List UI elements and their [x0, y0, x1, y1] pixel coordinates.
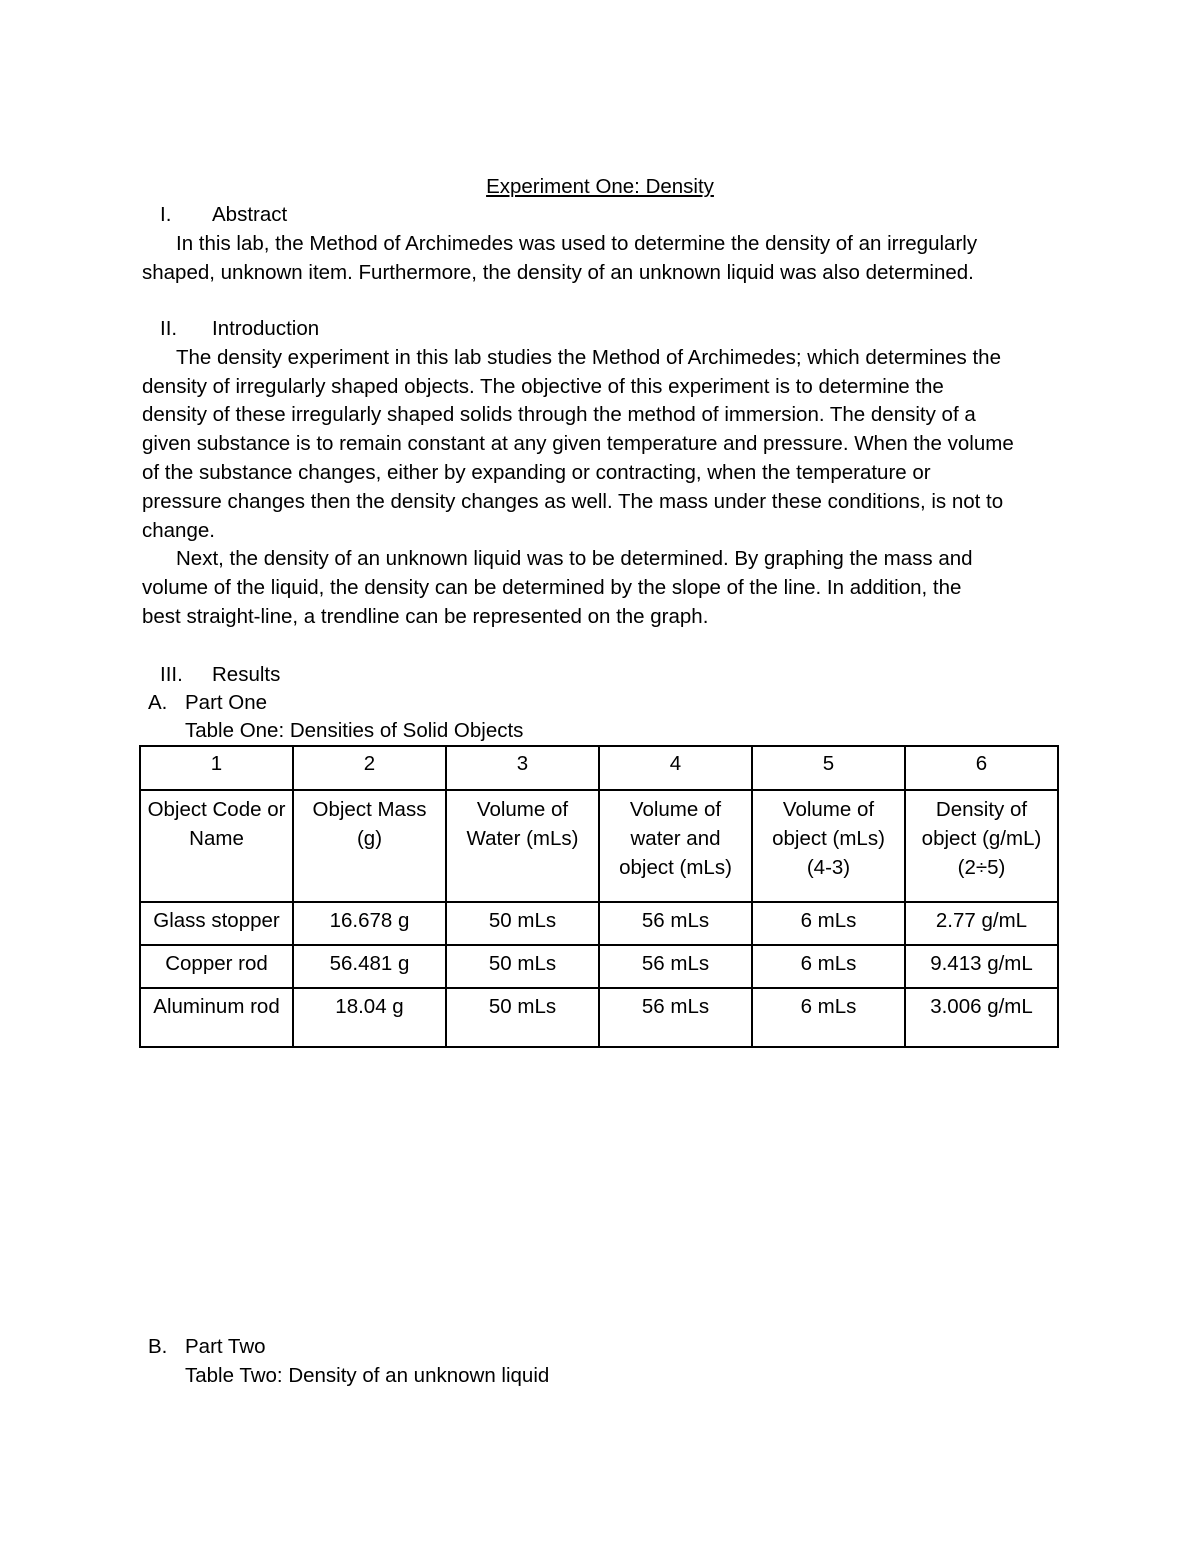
- column-number: 1: [140, 746, 293, 790]
- intro-line-9: volume of the liquid, the density can be determined by the slope of the line. In addition, the: [142, 576, 962, 599]
- table-cell: 50 mLs: [446, 945, 599, 988]
- column-number: 6: [905, 746, 1058, 790]
- intro-line-6: pressure changes then the density changes as well. The mass under these conditions, is not to: [142, 490, 1004, 513]
- section-heading-introduction: Introduction: [212, 317, 320, 340]
- table-one-caption: Table One: Densities of Solid Objects: [185, 719, 524, 742]
- part-two-label: Part Two: [185, 1335, 266, 1358]
- table-cell: 50 mLs: [446, 902, 599, 945]
- intro-line-1: The density experiment in this lab studies the Method of Archimedes; which determines the: [176, 346, 1001, 369]
- table-row: [140, 902, 1058, 945]
- intro-line-3: density of these irregularly shaped solids through the method of immersion. The density of a: [142, 403, 976, 426]
- section-numeral-introduction: II.: [160, 317, 178, 340]
- table-cell: 9.413 g/mL: [905, 945, 1058, 988]
- table-cell: 2.77 g/mL: [905, 902, 1058, 945]
- table-header-row: [140, 790, 1058, 902]
- intro-line-2: density of irregularly shaped objects. The objective of this experiment is to determine the: [142, 375, 944, 398]
- abstract-line-2: shaped, unknown item. Furthermore, the density of an unknown liquid was also determined.: [142, 261, 974, 284]
- column-number: 2: [293, 746, 446, 790]
- table-cell: 3.006 g/mL: [905, 988, 1058, 1047]
- table-row: [140, 945, 1058, 988]
- table-row: [140, 988, 1058, 1047]
- table-cell: 56 mLs: [599, 902, 752, 945]
- table-cell: 16.678 g: [293, 902, 446, 945]
- intro-line-10: best straight-line, a trendline can be represented on the graph.: [142, 605, 709, 628]
- table-cell: 56.481 g: [293, 945, 446, 988]
- column-number: 4: [599, 746, 752, 790]
- column-header: Volume of Water (mLs): [446, 790, 599, 902]
- section-numeral-abstract: I.: [160, 203, 172, 226]
- table-cell: Aluminum rod: [140, 988, 293, 1047]
- column-header: Volume of water and object (mLs): [599, 790, 752, 902]
- column-header: Volume of object (mLs) (4-3): [752, 790, 905, 902]
- table-cell: 56 mLs: [599, 988, 752, 1047]
- intro-line-7: change.: [142, 519, 215, 542]
- table-cell: 6 mLs: [752, 902, 905, 945]
- column-header: Density of object (g/mL) (2÷5): [905, 790, 1058, 902]
- part-one-letter: A.: [148, 691, 168, 714]
- table-cell: 50 mLs: [446, 988, 599, 1047]
- table-number-row: [140, 746, 1058, 790]
- densities-table: [139, 745, 1059, 1048]
- section-numeral-results: III.: [160, 663, 183, 686]
- column-number: 5: [752, 746, 905, 790]
- table-cell: Copper rod: [140, 945, 293, 988]
- table-two-caption: Table Two: Density of an unknown liquid: [185, 1364, 550, 1387]
- intro-line-5: of the substance changes, either by expanding or contracting, when the temperature or: [142, 461, 931, 484]
- intro-line-4: given substance is to remain constant at any given temperature and pressure. When the volume: [142, 432, 1014, 455]
- table-cell: Glass stopper: [140, 902, 293, 945]
- part-two-letter: B.: [148, 1335, 168, 1358]
- table-cell: 6 mLs: [752, 945, 905, 988]
- column-number: 3: [446, 746, 599, 790]
- page-title: Experiment One: Density: [486, 175, 714, 198]
- section-heading-abstract: Abstract: [212, 203, 288, 226]
- part-one-label: Part One: [185, 691, 268, 714]
- abstract-line-1: In this lab, the Method of Archimedes was used to determine the density of an irregularly: [176, 232, 978, 255]
- table-cell: 6 mLs: [752, 988, 905, 1047]
- table-cell: 56 mLs: [599, 945, 752, 988]
- intro-line-8: Next, the density of an unknown liquid was to be determined. By graphing the mass and: [176, 547, 973, 570]
- section-heading-results: Results: [212, 663, 281, 686]
- table-cell: 18.04 g: [293, 988, 446, 1047]
- column-header: Object Code or Name: [140, 790, 293, 902]
- column-header: Object Mass (g): [293, 790, 446, 902]
